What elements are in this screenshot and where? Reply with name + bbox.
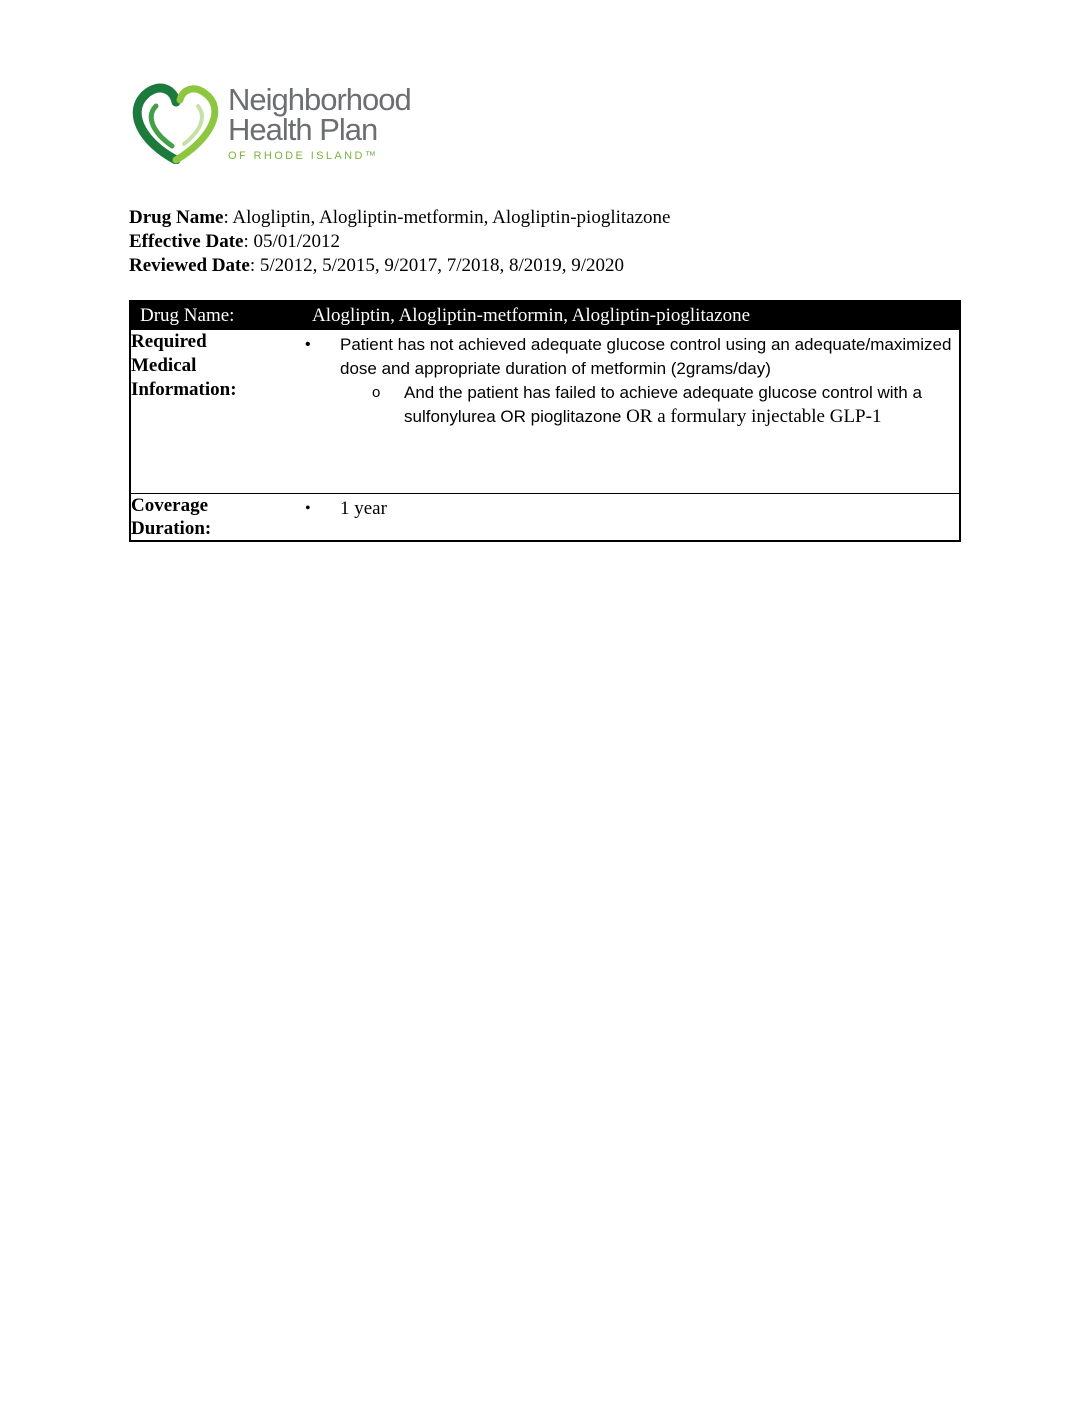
meta-effective-date-value: : 05/01/2012 xyxy=(243,231,341,252)
sub-criteria-text-part2: OR a formulary injectable GLP-1 xyxy=(626,406,882,427)
required-label-line3: Information: xyxy=(131,379,237,400)
list-item xyxy=(300,497,959,521)
document-meta xyxy=(129,206,670,278)
logo-text-health-plan: Health Plan xyxy=(228,112,378,147)
neighborhood-health-plan-logo xyxy=(132,82,432,164)
coverage-list xyxy=(300,497,959,521)
coverage-duration-content xyxy=(300,494,960,542)
meta-reviewed-date xyxy=(129,254,670,278)
required-medical-info-content xyxy=(300,330,960,494)
list-item xyxy=(300,333,959,429)
meta-effective-date-label: Effective Date xyxy=(129,231,244,252)
meta-drug-name xyxy=(129,206,670,230)
header-label-cell: Drug Name: xyxy=(130,301,300,330)
meta-drug-name-value: : Alogliptin, Alogliptin-metformin, Alogliptin-pioglitazone xyxy=(223,207,671,228)
required-sub-criteria-list xyxy=(340,381,959,429)
bullet-icon: • xyxy=(305,336,311,353)
header-value-cell: Alogliptin, Alogliptin-metformin, Alogliptin-pioglitazone xyxy=(300,301,960,330)
required-medical-info-row xyxy=(130,330,960,494)
coverage-label-line2: Duration: xyxy=(131,518,212,539)
required-medical-info-label xyxy=(130,330,300,494)
meta-drug-name-label: Drug Name xyxy=(129,207,224,228)
logo-text-of-rhode-island: OF RHODE ISLAND™ xyxy=(228,150,379,162)
policy-table xyxy=(129,300,961,542)
meta-effective-date xyxy=(129,230,670,254)
sub-criteria-text-part1: And the patient has failed to achieve adequate glucose control with a sulfonylurea OR pioglitazone xyxy=(404,383,922,426)
coverage-duration-label xyxy=(130,494,300,542)
coverage-duration-row xyxy=(130,494,960,542)
meta-reviewed-date-value: : 5/2012, 5/2015, 9/2017, 7/2018, 8/2019, 9/2020 xyxy=(249,255,625,276)
bullet-icon: • xyxy=(305,500,311,517)
sub-bullet-icon: o xyxy=(372,384,381,401)
heart-swirl-logo-icon xyxy=(132,82,222,164)
logo-text-neighborhood: Neighborhood xyxy=(228,82,411,117)
coverage-label-line1: Coverage xyxy=(131,495,209,516)
required-criteria-list xyxy=(300,333,959,429)
required-criteria-text: Patient has not achieved adequate glucose control using an adequate/maximized dose and appropriate duration of metformin (2grams/day) xyxy=(340,335,952,378)
required-label-line2: Medical xyxy=(131,355,197,376)
meta-reviewed-date-label: Reviewed Date xyxy=(129,255,250,276)
required-label-line1: Required xyxy=(131,331,207,352)
policy-table-header-row xyxy=(130,301,960,330)
list-item xyxy=(340,381,959,429)
coverage-duration-text: 1 year xyxy=(340,498,387,519)
